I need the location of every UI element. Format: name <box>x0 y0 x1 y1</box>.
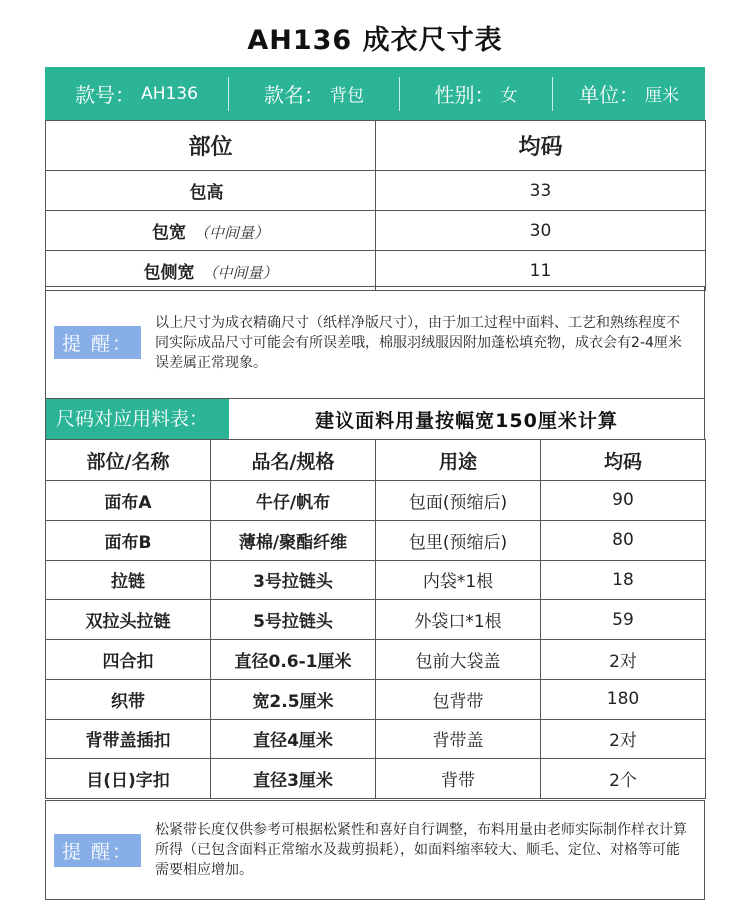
part-name: 四合扣 <box>46 640 211 680</box>
style-name-value: 背包 <box>330 86 364 106</box>
use: 外袋口*1根 <box>376 600 541 640</box>
qty: 59 <box>541 600 706 640</box>
table-row <box>46 251 706 291</box>
gender-cell <box>400 67 552 120</box>
part-note: （中间量） <box>193 224 269 242</box>
use: 包面(预缩后) <box>376 481 541 521</box>
header-part-name: 部位/名称 <box>46 440 211 481</box>
materials-tag: 尺码对应用料表： <box>46 399 229 439</box>
spec: 薄棉/聚酯纤维 <box>211 520 376 560</box>
size-table-header <box>46 121 706 171</box>
use: 背带 <box>376 759 541 799</box>
unit-cell <box>553 67 705 120</box>
qty: 180 <box>541 679 706 719</box>
size-value: 30 <box>376 211 706 251</box>
part-name: 面布A <box>46 481 211 521</box>
table-row <box>46 560 706 600</box>
use: 包背带 <box>376 679 541 719</box>
unit-label: 单位： <box>579 83 639 107</box>
part-name: 包侧宽 <box>143 263 195 283</box>
part-name: 双拉头拉链 <box>46 600 211 640</box>
unit-value: 厘米 <box>645 86 679 106</box>
table-row <box>46 719 706 759</box>
page-title: AH136 成衣尺寸表 <box>247 25 503 56</box>
qty: 90 <box>541 481 706 521</box>
size-value: 11 <box>376 251 706 291</box>
use: 内袋*1根 <box>376 560 541 600</box>
table-row <box>46 211 706 251</box>
qty: 18 <box>541 560 706 600</box>
materials-table-header <box>46 440 706 481</box>
header-size: 均码 <box>376 121 706 171</box>
part-note: （中间量） <box>202 264 278 282</box>
qty: 2对 <box>541 719 706 759</box>
use: 包里(预缩后) <box>376 520 541 560</box>
qty: 2个 <box>541 759 706 799</box>
part-name: 拉链 <box>46 560 211 600</box>
spec: 5号拉链头 <box>211 600 376 640</box>
table-row <box>46 600 706 640</box>
spec: 3号拉链头 <box>211 560 376 600</box>
reminder-box <box>45 800 705 900</box>
info-bar <box>45 67 705 120</box>
header-use: 用途 <box>376 440 541 481</box>
table-row <box>46 520 706 560</box>
spec: 直径0.6-1厘米 <box>211 640 376 680</box>
part-name: 目(日)字扣 <box>46 759 211 799</box>
part-name: 面布B <box>46 520 211 560</box>
reminder-tag: 提 醒： <box>54 834 141 867</box>
style-no-cell <box>45 67 228 120</box>
materials-header <box>45 399 705 439</box>
part-name: 织带 <box>46 679 211 719</box>
gender-label: 性别： <box>434 83 495 107</box>
spec: 直径4厘米 <box>211 719 376 759</box>
gender-value: 女 <box>500 86 518 106</box>
table-row <box>46 679 706 719</box>
part-cell <box>46 171 376 211</box>
style-name-cell <box>229 67 399 120</box>
reminder-text: 以上尺寸为成衣精确尺寸（纸样净版尺寸），由于加工过程中面料、工艺和熟练程度不同实际成品尺寸可能会有所误差哦，棉服羽绒服因附加蓬松填充物，成衣会有2-4厘米误差属正常现象。 <box>155 314 682 371</box>
use: 背带盖 <box>376 719 541 759</box>
materials-table <box>45 439 706 799</box>
header-spec: 品名/规格 <box>211 440 376 481</box>
style-no-value: AH136 <box>141 83 198 104</box>
qty: 80 <box>541 520 706 560</box>
table-row <box>46 171 706 211</box>
part-cell <box>46 211 376 251</box>
size-value: 33 <box>376 171 706 211</box>
reminder-tag: 提 醒： <box>54 326 141 359</box>
reminder-box <box>45 286 705 399</box>
style-name-label: 款名： <box>264 83 324 107</box>
part-name: 包高 <box>189 183 224 203</box>
table-row <box>46 759 706 799</box>
header-qty: 均码 <box>541 440 706 481</box>
style-no-label: 款号： <box>75 83 136 107</box>
part-name: 背带盖插扣 <box>46 719 211 759</box>
spec: 直径3厘米 <box>211 759 376 799</box>
table-row <box>46 481 706 521</box>
qty: 2对 <box>541 640 706 680</box>
size-table <box>45 120 706 291</box>
part-cell <box>46 251 376 291</box>
part-name: 包宽 <box>151 223 186 243</box>
spec: 宽2.5厘米 <box>211 679 376 719</box>
reminder-text: 松紧带长度仅供参考可根据松紧性和喜好自行调整，布料用量由老师实际制作样衣计算所得（已包含面料正常缩水及裁剪损耗），如面料缩率较大、顺毛、定位、对格等可能需要相应增加。 <box>155 822 688 878</box>
materials-note: 建议面料用量按幅宽150厘米计算 <box>315 409 618 432</box>
header-part: 部位 <box>46 121 376 171</box>
table-row <box>46 640 706 680</box>
use: 包前大袋盖 <box>376 640 541 680</box>
spec: 牛仔/帆布 <box>211 481 376 521</box>
